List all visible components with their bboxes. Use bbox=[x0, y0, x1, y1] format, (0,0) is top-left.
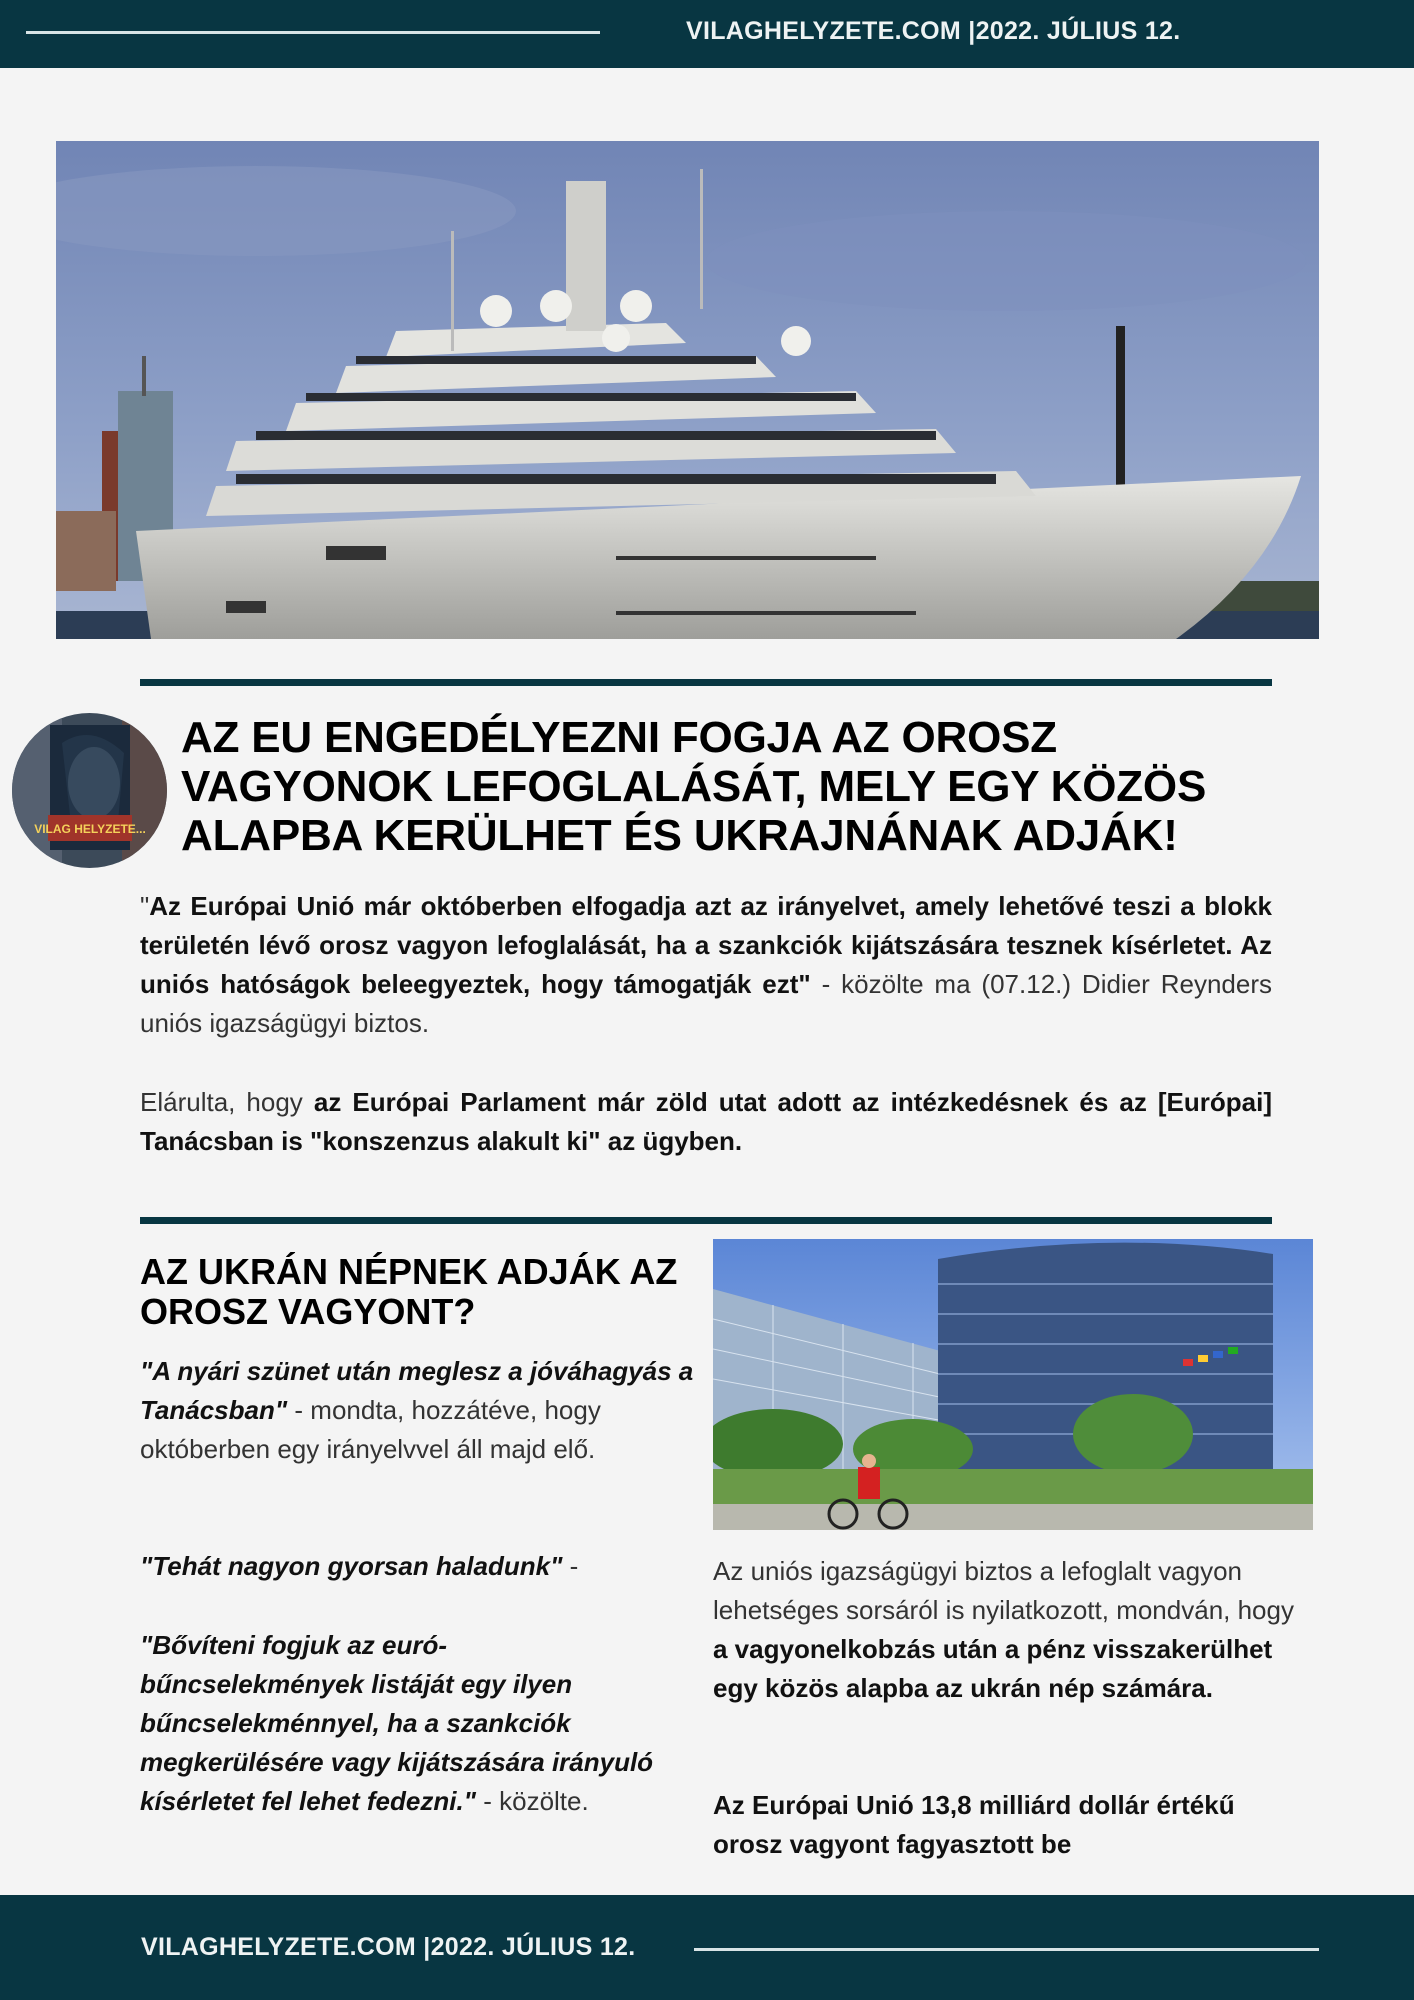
masked-figure-icon bbox=[12, 713, 167, 868]
section-subheading: AZ UKRÁN NÉPNEK ADJÁK AZ OROSZ VAGYONT? bbox=[140, 1251, 678, 1332]
quote-1-rest: - mondta, hozzátéve, hogy októberben egy irányelvvel áll majd elő. bbox=[140, 1395, 601, 1464]
bottom-banner-stamp: VILAGHELYZETE.COM |2022. JÚLIUS 12. bbox=[141, 1933, 636, 1961]
second-lead: Elárulta, hogy bbox=[140, 1087, 314, 1117]
right-p1-bold: a vagyonelkobzás után a pénz visszakerülhet egy közös alapba az ukrán nép számára. bbox=[713, 1634, 1273, 1703]
intro-quote: Az Európai Unió már októberben elfogadja azt az irányelvet, amely lehetővé teszi a blokk területén lévő orosz vagyon lefoglalását, ha a szankciók kijátszására tesznek kísérletet. Az uniós hatóságok beleegyeztek, hogy támogatják ezt" bbox=[140, 891, 1272, 999]
quote-1: "A nyári szünet után meglesz a jóváhagyás a Tanácsban" bbox=[140, 1356, 694, 1425]
intro-open-quote: " bbox=[140, 891, 150, 921]
section-divider bbox=[140, 679, 1272, 686]
left-column-paragraph-3 bbox=[140, 1626, 660, 1821]
top-banner bbox=[0, 0, 1414, 68]
top-banner-line bbox=[26, 31, 600, 34]
quote-2: "Tehát nagyon gyorsan haladunk" bbox=[140, 1551, 563, 1581]
top-banner-stamp: VILAGHELYZETE.COM |2022. JÚLIUS 12. bbox=[686, 17, 1181, 45]
right-p2-bold: Az Európai Unió 13,8 milliárd dollár értékű orosz vagyont fagyasztott be bbox=[713, 1790, 1235, 1859]
left-column-paragraph-1 bbox=[140, 1352, 700, 1469]
quote-3: "Bővíteni fogjuk az euró-bűncselekmények listáját egy ilyen bűncselekménnyel, ha a szankciók megkerülésére vagy kijátszására irányuló kísérletet fel lehet fedezni." bbox=[140, 1630, 654, 1816]
intro-paragraph bbox=[140, 887, 1272, 1043]
second-paragraph bbox=[140, 1083, 1272, 1161]
left-column-paragraph-2 bbox=[140, 1547, 700, 1586]
hero-yacht-image bbox=[56, 141, 1319, 639]
article-headline: AZ EU ENGEDÉLYEZNI FOGJA AZ OROSZ VAGYONOK LEFOGLALÁSÁT, MELY EGY KÖZÖS ALAPBA KERÜLHET ÉS UKRAJNÁNAK ADJÁK! bbox=[181, 713, 1207, 860]
yacht-illustration bbox=[56, 141, 1319, 639]
quote-3-rest: - közölte. bbox=[476, 1786, 589, 1816]
site-logo-avatar bbox=[12, 713, 167, 868]
avatar-label: VILAG HELYZETE... bbox=[34, 822, 146, 836]
intro-attribution: - közölte ma (07.12.) Didier Reynders uniós igazságügyi biztos. bbox=[140, 969, 1272, 1038]
right-column-paragraph-1 bbox=[713, 1552, 1313, 1708]
right-p1-lead: Az uniós igazságügyi biztos a lefoglalt vagyon lehetséges sorsáról is nyilatkozott, mondván, hogy bbox=[713, 1556, 1294, 1625]
parliament-building-image bbox=[713, 1239, 1313, 1530]
parliament-illustration bbox=[713, 1239, 1313, 1530]
bottom-banner bbox=[0, 1895, 1414, 2000]
second-bold: az Európai Parlament már zöld utat adott az intézkedésnek és az [Európai] Tanácsban is "konszenzus alakult ki" az ügyben. bbox=[140, 1087, 1272, 1156]
quote-2-rest: - bbox=[562, 1551, 579, 1581]
right-column-paragraph-2 bbox=[713, 1786, 1293, 1864]
section-divider bbox=[140, 1217, 1272, 1224]
bottom-banner-line bbox=[694, 1948, 1319, 1951]
